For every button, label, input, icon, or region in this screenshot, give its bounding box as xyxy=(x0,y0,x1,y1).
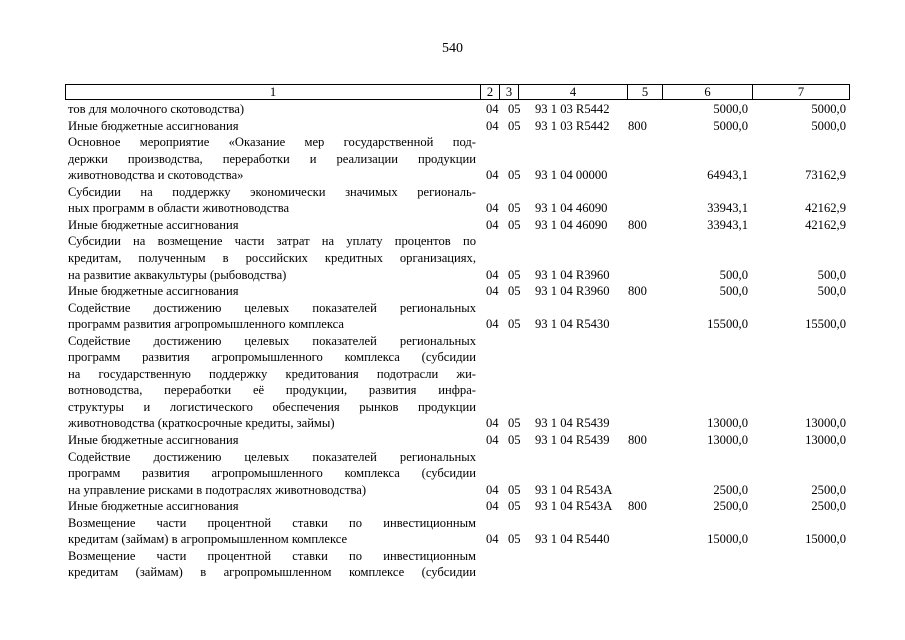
table-line xyxy=(0,134,905,150)
section-code: 04 xyxy=(486,118,499,133)
table-line xyxy=(0,465,905,481)
table-line xyxy=(0,217,905,233)
subsection-code: 05 xyxy=(508,499,521,514)
target-article-code: 93 1 04 R5440 xyxy=(535,532,610,547)
line-description: программ развития агропромышленного комплекса (субсидии xyxy=(68,350,476,365)
table-line xyxy=(0,167,905,183)
target-article-code: 93 1 04 R5439 xyxy=(535,433,610,447)
line-description: Содействие достижению целевых показателей региональных xyxy=(68,300,476,315)
line-description: на государственную поддержку кредитования подотрасли жи- xyxy=(68,366,476,381)
line-description: Содействие достижению целевых показателей региональных xyxy=(68,449,476,464)
table-line xyxy=(0,151,905,167)
line-description: кредитам (займам) в агропромышленном комплексе (субсидии xyxy=(68,565,476,580)
expense-type-code: 800 xyxy=(628,433,647,447)
subsection-code: 05 xyxy=(508,416,521,431)
table-line xyxy=(0,267,905,283)
table-header xyxy=(65,84,850,100)
amount-col-6: 13000,0 xyxy=(707,433,748,447)
amount-col-6: 5000,0 xyxy=(713,102,748,116)
target-article-code: 93 1 04 46090 xyxy=(535,201,608,216)
line-description: кредитам (займам) в агропромышленном комплексе xyxy=(68,532,348,547)
table-line xyxy=(0,333,905,349)
target-article-code: 93 1 04 R5439 xyxy=(535,416,610,431)
line-description: Субсидии на поддержку экономически значимых региональ- xyxy=(68,184,476,199)
amount-col-6: 2500,0 xyxy=(713,482,748,497)
section-code: 04 xyxy=(486,499,499,514)
line-description: Возмещение части процентной ставки по инвестиционным xyxy=(68,548,476,563)
amount-col-7: 73162,9 xyxy=(805,168,846,183)
table-line xyxy=(0,250,905,266)
subsection-code: 05 xyxy=(508,317,521,332)
amount-col-7: 500,0 xyxy=(817,267,846,282)
table-line xyxy=(0,200,905,216)
target-article-code: 93 1 04 R543A xyxy=(535,482,613,497)
line-description: вотноводства, переработки её продукции, развития инфра- xyxy=(68,383,476,398)
target-article-code: 93 1 04 R3960 xyxy=(535,267,610,282)
amount-col-6: 500,0 xyxy=(719,284,748,299)
header-col-6: 6 xyxy=(704,85,711,99)
amount-col-7: 15500,0 xyxy=(805,317,846,332)
expense-type-code: 800 xyxy=(628,499,647,514)
amount-col-6: 2500,0 xyxy=(713,499,748,514)
line-description: на развитие аквакультуры (рыбоводства) xyxy=(68,267,287,282)
target-article-code: 93 1 04 R543A xyxy=(535,499,613,514)
subsection-code: 05 xyxy=(508,118,521,133)
subsection-code: 05 xyxy=(508,267,521,282)
section-code: 04 xyxy=(486,102,499,116)
table-line xyxy=(0,531,905,547)
amount-col-6: 64943,1 xyxy=(707,168,748,183)
line-description: программ развития агропромышленного комплекса (субсидии xyxy=(68,466,476,481)
target-article-code: 93 1 04 46090 xyxy=(535,217,608,232)
expense-type-code: 800 xyxy=(628,118,647,133)
amount-col-6: 15000,0 xyxy=(707,532,748,547)
amount-col-7: 13000,0 xyxy=(805,433,846,447)
target-article-code: 93 1 04 00000 xyxy=(535,168,608,183)
table-line xyxy=(0,482,905,498)
header-col-3: 3 xyxy=(505,85,513,99)
amount-col-6: 13000,0 xyxy=(707,416,748,431)
table-line xyxy=(0,118,905,134)
line-description: Иные бюджетные ассигнования xyxy=(68,284,239,299)
table-line xyxy=(0,449,905,465)
table-line xyxy=(0,548,905,564)
line-description: Иные бюджетные ассигнования xyxy=(68,118,239,133)
section-code: 04 xyxy=(486,267,499,282)
line-description: Основное мероприятие «Оказание мер государственной под- xyxy=(68,135,476,150)
amount-col-6: 5000,0 xyxy=(713,118,748,133)
table-line xyxy=(0,101,905,117)
expense-type-code: 800 xyxy=(628,284,647,299)
line-description: Иные бюджетные ассигнования xyxy=(68,499,239,514)
table-line xyxy=(0,498,905,514)
target-article-code: 93 1 03 R5442 xyxy=(535,118,610,133)
table-line xyxy=(0,564,905,580)
amount-col-6: 500,0 xyxy=(719,267,748,282)
table-line xyxy=(0,366,905,382)
expense-type-code: 800 xyxy=(628,217,647,232)
table-line xyxy=(0,382,905,398)
subsection-code: 05 xyxy=(508,433,521,447)
line-description: программ развития агропромышленного комплекса xyxy=(68,317,344,332)
line-description: тов для молочного скотоводства) xyxy=(68,102,245,116)
section-code: 04 xyxy=(486,284,499,299)
amount-col-7: 2500,0 xyxy=(811,499,846,514)
subsection-code: 05 xyxy=(508,284,521,299)
header-col-5: 5 xyxy=(641,85,649,99)
header-col-4: 4 xyxy=(569,85,577,99)
section-code: 04 xyxy=(486,317,499,332)
header-col-1: 1 xyxy=(269,85,277,99)
line-description: на управление рисками в подотраслях животноводства) xyxy=(68,482,367,497)
target-article-code: 93 1 04 R5430 xyxy=(535,317,610,332)
table-line xyxy=(0,233,905,249)
section-code: 04 xyxy=(486,482,499,497)
amount-col-6: 15500,0 xyxy=(707,317,748,332)
amount-col-6: 33943,1 xyxy=(707,217,748,232)
amount-col-6: 33943,1 xyxy=(707,201,748,216)
amount-col-7: 5000,0 xyxy=(811,102,846,116)
table-line xyxy=(0,283,905,299)
line-description: ных программ в области животноводства xyxy=(68,201,290,216)
table-line xyxy=(0,399,905,415)
line-description: животноводства и скотоводства» xyxy=(68,168,244,183)
amount-col-7: 42162,9 xyxy=(805,217,846,232)
line-description: Содействие достижению целевых показателей региональных xyxy=(68,333,476,348)
section-code: 04 xyxy=(486,217,499,232)
line-description: Субсидии на возмещение части затрат на уплату процентов по xyxy=(68,234,476,249)
subsection-code: 05 xyxy=(508,532,521,547)
subsection-code: 05 xyxy=(508,102,521,116)
section-code: 04 xyxy=(486,433,499,447)
section-code: 04 xyxy=(486,532,499,547)
amount-col-7: 15000,0 xyxy=(805,532,846,547)
table-line xyxy=(0,349,905,365)
section-code: 04 xyxy=(486,168,499,183)
line-description: Возмещение части процентной ставки по инвестиционным xyxy=(68,515,476,530)
line-description: Иные бюджетные ассигнования xyxy=(68,217,239,232)
line-description: кредитам, полученным в российских кредитных организациях, xyxy=(68,250,476,265)
page-number: 540 xyxy=(442,41,463,56)
line-description: структуры и логистического обеспечения рынков продукции xyxy=(68,399,476,414)
target-article-code: 93 1 04 R3960 xyxy=(535,284,610,299)
table-line xyxy=(0,184,905,200)
target-article-code: 93 1 03 R5442 xyxy=(535,102,610,116)
amount-col-7: 42162,9 xyxy=(805,201,846,216)
table-line xyxy=(0,316,905,332)
subsection-code: 05 xyxy=(508,217,521,232)
table-line xyxy=(0,300,905,316)
table-line xyxy=(0,415,905,431)
amount-col-7: 13000,0 xyxy=(805,416,846,431)
subsection-code: 05 xyxy=(508,201,521,216)
header-col-7: 7 xyxy=(797,85,805,99)
section-code: 04 xyxy=(486,416,499,431)
line-description: держки производства, переработки и реализации продукции xyxy=(68,151,476,166)
subsection-code: 05 xyxy=(508,482,521,497)
line-description: животноводства (краткосрочные кредиты, займы) xyxy=(68,416,335,431)
amount-col-7: 5000,0 xyxy=(811,118,846,133)
table-line xyxy=(0,432,905,448)
subsection-code: 05 xyxy=(508,168,521,183)
budget-table-body xyxy=(0,101,905,640)
section-code: 04 xyxy=(486,201,499,216)
table-line xyxy=(0,515,905,531)
amount-col-7: 2500,0 xyxy=(811,482,846,497)
amount-col-7: 500,0 xyxy=(817,284,846,299)
header-col-2: 2 xyxy=(486,85,494,99)
line-description: Иные бюджетные ассигнования xyxy=(68,433,239,447)
